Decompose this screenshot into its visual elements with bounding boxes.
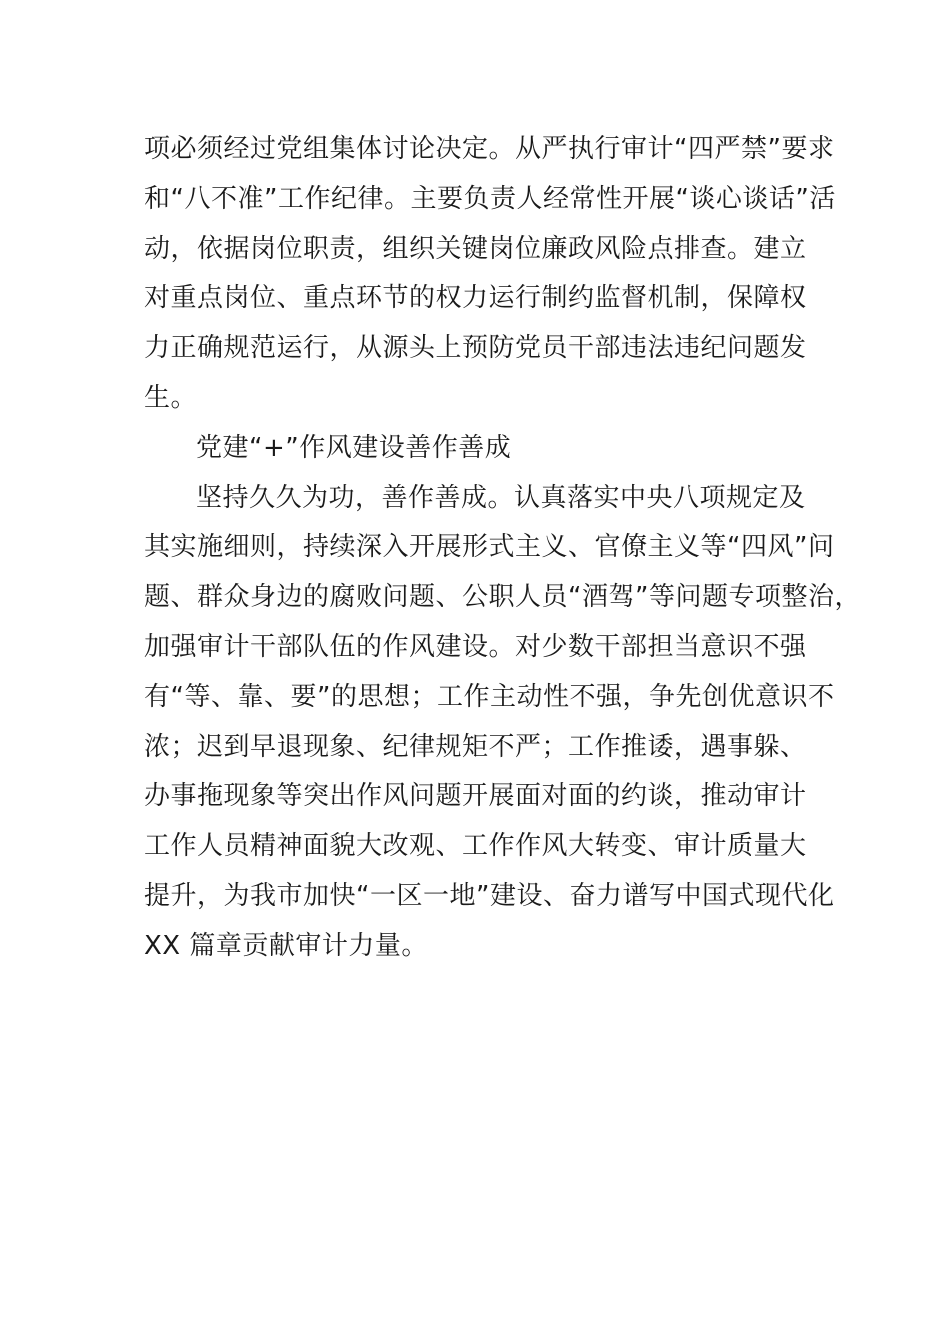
text-line: 对重点岗位、重点环节的权力运行制约监督机制，保障权 (144, 283, 807, 314)
section-heading-text: 党建“+”作风建设善作善成 (196, 432, 512, 463)
text-line: 办事拖现象等突出作风问题开展面对面的约谈，推动审计 (144, 781, 807, 812)
text-line: 有“等、靠、要”的思想；工作主动性不强，争先创优意识不 (144, 681, 835, 712)
text-line: 浓；迟到早退现象、纪律规矩不严；工作推诿，遇事躲、 (144, 731, 807, 762)
text-line: 生。 (144, 382, 198, 413)
section-heading (144, 424, 834, 474)
paragraph-discipline (144, 125, 834, 424)
text-line: 动，依据岗位职责，组织关键岗位廉政风险点排查。建立 (144, 233, 807, 264)
text-line: 力正确规范运行，从源头上预防党员干部违法违纪问题发 (144, 333, 807, 364)
text-line: 坚持久久为功，善作善成。认真落实中央八项规定及 (196, 482, 806, 513)
paragraph-work-style (144, 474, 861, 972)
document-body (144, 125, 861, 972)
text-line: 其实施细则，持续深入开展形式主义、官僚主义等“四风”问 (144, 532, 835, 563)
text-line: 题、群众身边的腐败问题、公职人员“酒驾”等问题专项整治， (144, 582, 861, 613)
text-line: XX 篇章贡献审计力量。 (144, 930, 428, 961)
text-line: 和“八不准”工作纪律。主要负责人经常性开展“谈心谈话”活 (144, 183, 836, 214)
text-line: 工作人员精神面貌大改观、工作作风大转变、审计质量大 (144, 831, 807, 862)
text-line: 提升，为我市加快“一区一地”建设、奋力谱写中国式现代化 (144, 880, 835, 911)
text-line: 加强审计干部队伍的作风建设。对少数干部担当意识不强 (144, 631, 807, 662)
text-line: 项必须经过党组集体讨论决定。从严执行审计“四严禁”要求 (144, 134, 835, 164)
